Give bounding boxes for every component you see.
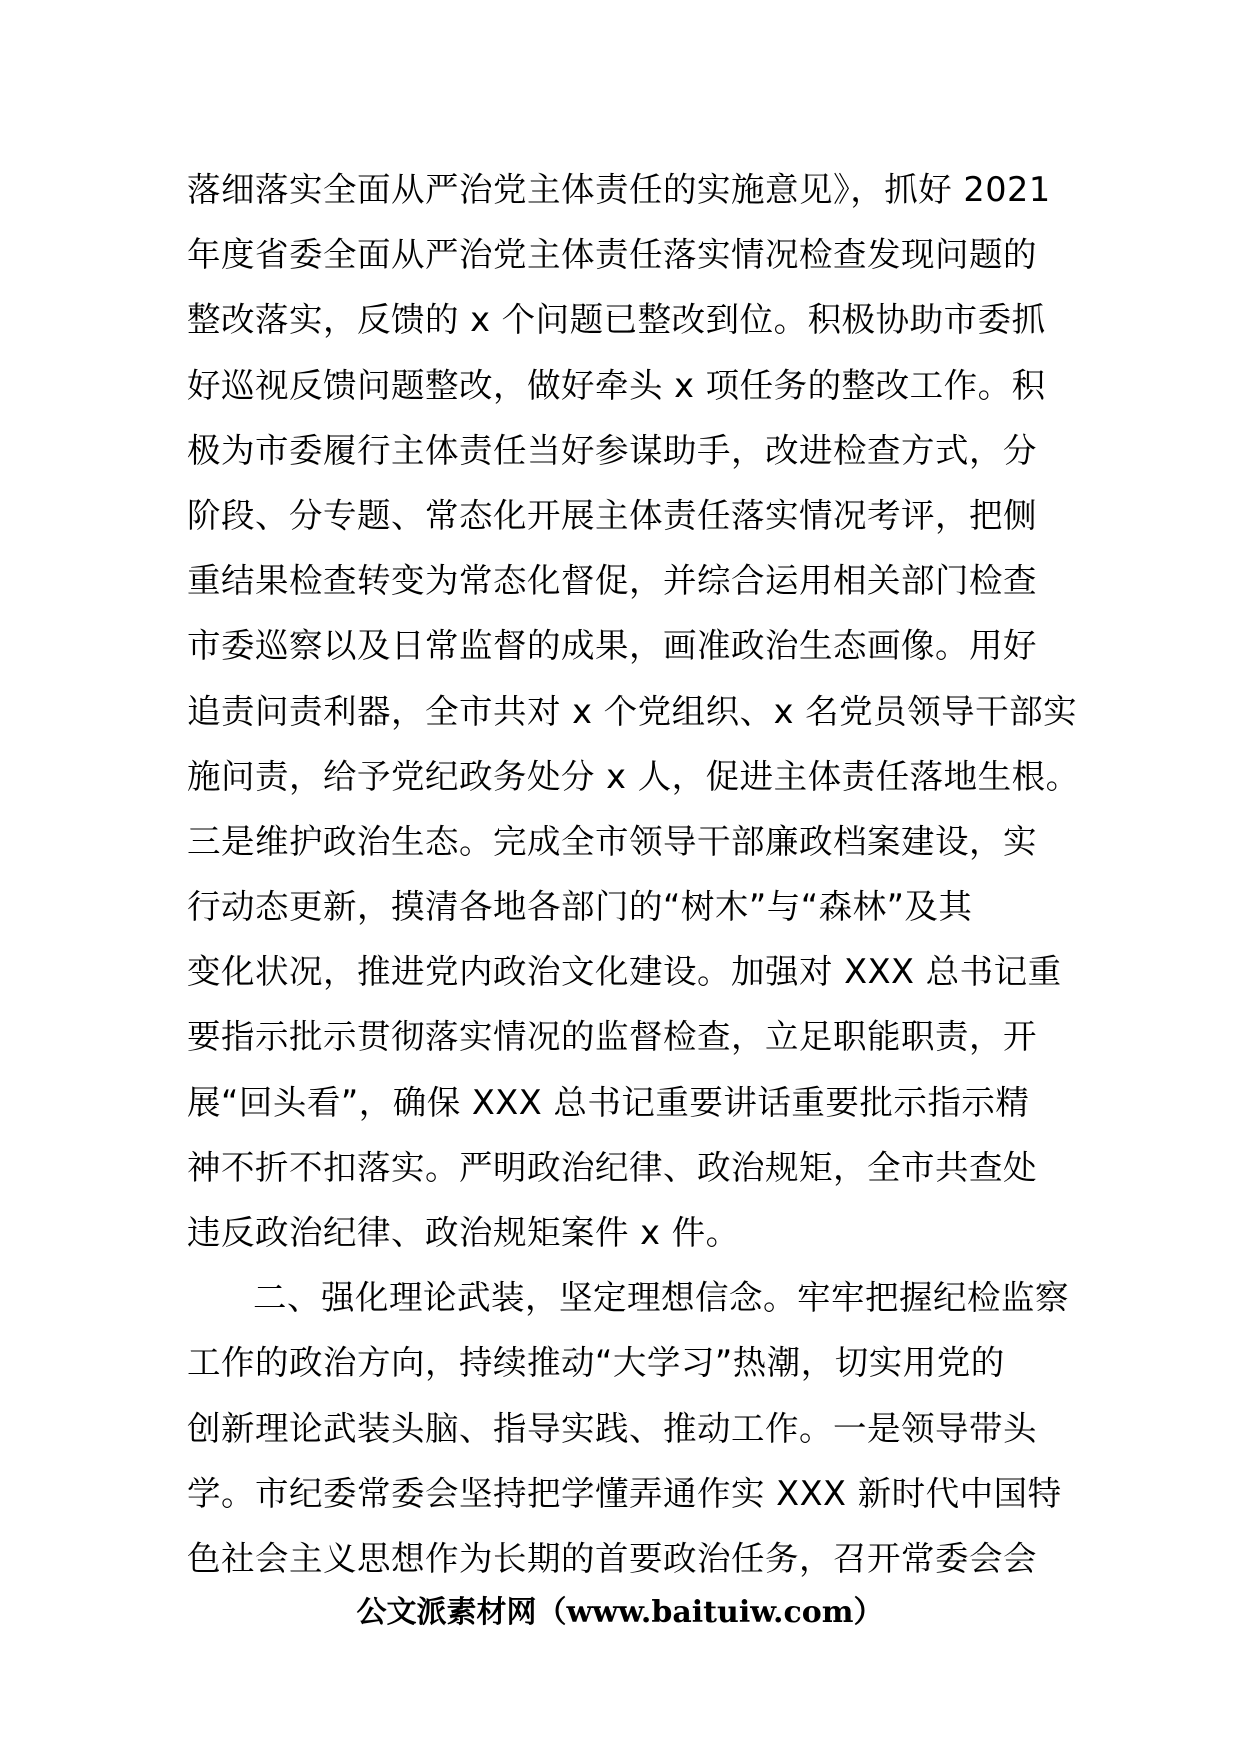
text-line: 要指示批示贯彻落实情况的监督检查，立足职能职责，开 (187, 1017, 1037, 1057)
text-line: 好巡视反馈问题整改，做好牵头 x 项任务的整改工作。积 (187, 365, 1046, 405)
text-line: 行动态更新，摸清各地各部门的“树木”与“森林”及其 (187, 887, 973, 927)
section-heading-line: 二、强化理论武装，坚定理想信念。牢牢把握纪检监察 (253, 1278, 1069, 1318)
text-line: 阶段、分专题、常态化开展主体责任落实情况考评，把侧 (187, 495, 1037, 535)
text-line: 展“回头看”，确保 XXX 总书记重要讲话重要批示指示精 (187, 1082, 1030, 1122)
text-line: 追责问责利器，全市共对 x 个党组织、x 名党员领导干部实 (187, 691, 1078, 731)
text-line: 落细落实全面从严治党主体责任的实施意见》，抓好 2021 (187, 170, 1051, 209)
text-line: 色社会主义思想作为长期的首要政治任务，召开常委会会 (187, 1538, 1037, 1578)
text-line: 重结果检查转变为常态化督促，并综合运用相关部门检查 (187, 561, 1037, 601)
text-line: 变化状况，推进党内政治文化建设。加强对 XXX 总书记重 (187, 952, 1062, 992)
text-line: 工作的政治方向，持续推动“大学习”热潮，切实用党的 (187, 1343, 1005, 1383)
document-body (187, 157, 1080, 1591)
text-line: 年度省委全面从严治党主体责任落实情况检查发现问题的 (187, 235, 1037, 275)
text-line: 创新理论武装头脑、指导实践、推动工作。一是领导带头 (187, 1408, 1037, 1448)
text-line: 学。市纪委常委会坚持把学懂弄通作实 XXX 新时代中国特 (187, 1473, 1062, 1513)
text-line: 三是维护政治生态。完成全市领导干部廉政档案建设，实 (187, 821, 1037, 861)
text-line: 整改落实，反馈的 x 个问题已整改到位。积极协助市委抓 (187, 300, 1046, 340)
text-line: 极为市委履行主体责任当好参谋助手，改进检查方式，分 (187, 430, 1037, 470)
page-footer: 公文派素材网（www.baituiw.com） (356, 1595, 884, 1630)
text-line: 违反政治纪律、政治规矩案件 x 件。 (187, 1213, 740, 1252)
text-line: 神不折不扣落实。严明政治纪律、政治规矩，全市共查处 (187, 1147, 1037, 1187)
text-line: 施问责，给予党纪政务处分 x 人，促进主体责任落地生根。 (187, 756, 1080, 796)
text-line: 市委巡察以及日常监督的成果，画准政治生态画像。用好 (187, 626, 1037, 666)
